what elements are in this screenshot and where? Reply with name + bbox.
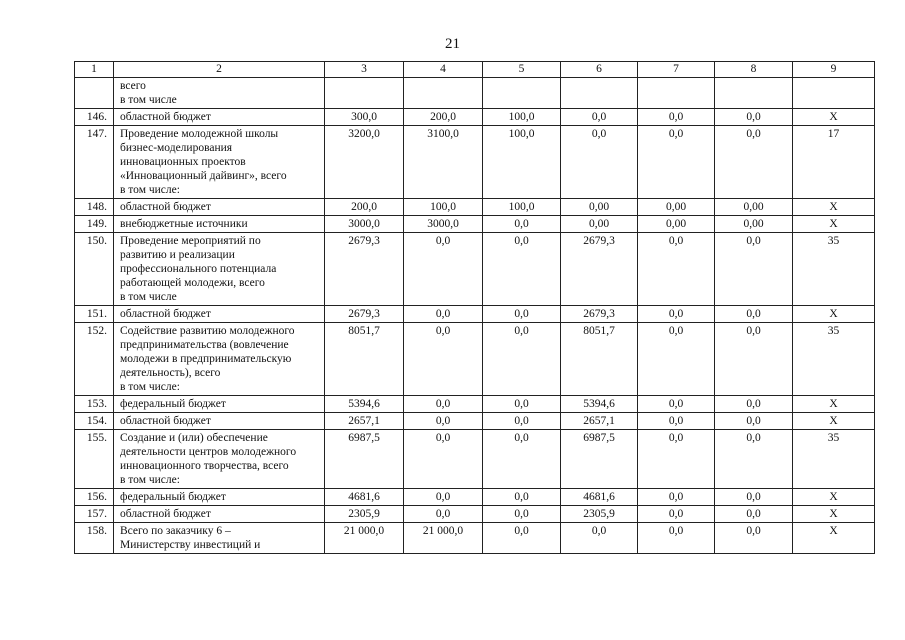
value-cell-col5 bbox=[483, 78, 561, 109]
description-line: областной бюджет bbox=[120, 508, 211, 520]
value-cell-col8: 0,0 bbox=[715, 413, 793, 430]
table-header-row bbox=[75, 62, 875, 78]
value-cell-col8: 0,0 bbox=[715, 430, 793, 489]
row-description-cell bbox=[114, 523, 325, 554]
row-number-cell: 150. bbox=[75, 233, 114, 306]
value-cell-col7: 0,0 bbox=[638, 233, 715, 306]
description-line: областной бюджет bbox=[120, 201, 211, 213]
value-cell-col5: 0,0 bbox=[483, 216, 561, 233]
description-line: инновационных проектов bbox=[120, 156, 246, 168]
value-cell-col6: 0,0 bbox=[561, 109, 638, 126]
value-cell-col7: 0,0 bbox=[638, 430, 715, 489]
value-cell-col8: 0,00 bbox=[715, 199, 793, 216]
row-description-cell bbox=[114, 430, 325, 489]
value-cell-col4: 0,0 bbox=[404, 396, 483, 413]
description-line: всего bbox=[120, 80, 146, 92]
description-line: инновационного творчества, всего bbox=[120, 460, 289, 472]
value-cell-col6: 0,0 bbox=[561, 523, 638, 554]
value-cell-col7: 0,0 bbox=[638, 506, 715, 523]
row-number-cell: 155. bbox=[75, 430, 114, 489]
budget-table bbox=[74, 61, 875, 554]
row-number-cell: 152. bbox=[75, 323, 114, 396]
row-description-cell bbox=[114, 306, 325, 323]
description-line: внебюджетные источники bbox=[120, 218, 248, 230]
value-cell-col5: 0,0 bbox=[483, 306, 561, 323]
header-cell: 7 bbox=[638, 62, 715, 78]
description-line: федеральный бюджет bbox=[120, 491, 226, 503]
description-line: профессионального потенциала bbox=[120, 263, 277, 275]
value-cell-col4: 0,0 bbox=[404, 306, 483, 323]
value-cell-col7: 0,0 bbox=[638, 523, 715, 554]
row-description-cell bbox=[114, 199, 325, 216]
header-cell: 5 bbox=[483, 62, 561, 78]
table-row bbox=[75, 430, 875, 489]
value-cell-col9: Х bbox=[793, 506, 875, 523]
value-cell-col6: 2679,3 bbox=[561, 233, 638, 306]
row-number-cell: 157. bbox=[75, 506, 114, 523]
row-description-cell bbox=[114, 78, 325, 109]
table-row bbox=[75, 78, 875, 109]
row-description-cell bbox=[114, 233, 325, 306]
value-cell-col9: Х bbox=[793, 523, 875, 554]
row-description-cell bbox=[114, 323, 325, 396]
value-cell-col5: 100,0 bbox=[483, 126, 561, 199]
description-line: в том числе bbox=[120, 94, 177, 106]
table-row bbox=[75, 109, 875, 126]
header-cell: 2 bbox=[114, 62, 325, 78]
value-cell-col6: 5394,6 bbox=[561, 396, 638, 413]
value-cell-col4: 0,0 bbox=[404, 506, 483, 523]
value-cell-col7: 0,0 bbox=[638, 396, 715, 413]
description-line: «Инновационный дайвинг», всего bbox=[120, 170, 287, 182]
row-description-cell bbox=[114, 489, 325, 506]
value-cell-col4: 3100,0 bbox=[404, 126, 483, 199]
value-cell-col5: 0,0 bbox=[483, 506, 561, 523]
row-description-cell bbox=[114, 506, 325, 523]
row-number-cell: 146. bbox=[75, 109, 114, 126]
description-line: молодежи в предпринимательскую bbox=[120, 353, 292, 365]
description-line: Проведение молодежной школы bbox=[120, 128, 279, 140]
value-cell-col7: 0,0 bbox=[638, 126, 715, 199]
description-line: развитию и реализации bbox=[120, 249, 235, 261]
value-cell-col8: 0,00 bbox=[715, 216, 793, 233]
value-cell-col5: 0,0 bbox=[483, 233, 561, 306]
description-line: деятельность), всего bbox=[120, 367, 221, 379]
description-line: областной бюджет bbox=[120, 415, 211, 427]
header-cell: 4 bbox=[404, 62, 483, 78]
value-cell-col6: 2657,1 bbox=[561, 413, 638, 430]
value-cell-col3: 200,0 bbox=[325, 199, 404, 216]
value-cell-col8: 0,0 bbox=[715, 396, 793, 413]
value-cell-col9: Х bbox=[793, 306, 875, 323]
table-row bbox=[75, 306, 875, 323]
value-cell-col8 bbox=[715, 78, 793, 109]
row-number-cell: 153. bbox=[75, 396, 114, 413]
table-row bbox=[75, 126, 875, 199]
value-cell-col5: 100,0 bbox=[483, 199, 561, 216]
value-cell-col5: 0,0 bbox=[483, 396, 561, 413]
value-cell-col3: 21 000,0 bbox=[325, 523, 404, 554]
row-number-cell bbox=[75, 78, 114, 109]
value-cell-col3: 4681,6 bbox=[325, 489, 404, 506]
value-cell-col9: 35 bbox=[793, 430, 875, 489]
value-cell-col6: 0,00 bbox=[561, 199, 638, 216]
value-cell-col9: 35 bbox=[793, 233, 875, 306]
header-cell: 8 bbox=[715, 62, 793, 78]
description-line: в том числе: bbox=[120, 474, 180, 486]
value-cell-col4 bbox=[404, 78, 483, 109]
description-line: бизнес-моделирования bbox=[120, 142, 233, 154]
value-cell-col8: 0,0 bbox=[715, 489, 793, 506]
value-cell-col8: 0,0 bbox=[715, 306, 793, 323]
row-number-cell: 156. bbox=[75, 489, 114, 506]
row-number-cell: 158. bbox=[75, 523, 114, 554]
value-cell-col4: 0,0 bbox=[404, 430, 483, 489]
row-description-cell bbox=[114, 126, 325, 199]
value-cell-col4: 100,0 bbox=[404, 199, 483, 216]
value-cell-col7: 0,0 bbox=[638, 306, 715, 323]
value-cell-col3: 2657,1 bbox=[325, 413, 404, 430]
header-cell: 6 bbox=[561, 62, 638, 78]
value-cell-col9: Х bbox=[793, 396, 875, 413]
value-cell-col9: Х bbox=[793, 489, 875, 506]
value-cell-col3: 8051,7 bbox=[325, 323, 404, 396]
value-cell-col4: 200,0 bbox=[404, 109, 483, 126]
value-cell-col4: 21 000,0 bbox=[404, 523, 483, 554]
table-row bbox=[75, 216, 875, 233]
description-line: в том числе: bbox=[120, 184, 180, 196]
value-cell-col6 bbox=[561, 78, 638, 109]
value-cell-col6: 6987,5 bbox=[561, 430, 638, 489]
table-row bbox=[75, 489, 875, 506]
row-number-cell: 147. bbox=[75, 126, 114, 199]
row-description-cell bbox=[114, 413, 325, 430]
row-number-cell: 148. bbox=[75, 199, 114, 216]
table-row bbox=[75, 506, 875, 523]
description-line: в том числе: bbox=[120, 381, 180, 393]
value-cell-col7 bbox=[638, 78, 715, 109]
value-cell-col6: 8051,7 bbox=[561, 323, 638, 396]
value-cell-col8: 0,0 bbox=[715, 523, 793, 554]
value-cell-col9: Х bbox=[793, 413, 875, 430]
value-cell-col3: 3000,0 bbox=[325, 216, 404, 233]
table-row bbox=[75, 233, 875, 306]
value-cell-col8: 0,0 bbox=[715, 109, 793, 126]
value-cell-col9: 17 bbox=[793, 126, 875, 199]
row-number-cell: 154. bbox=[75, 413, 114, 430]
value-cell-col6: 4681,6 bbox=[561, 489, 638, 506]
value-cell-col9: Х bbox=[793, 216, 875, 233]
value-cell-col5: 0,0 bbox=[483, 489, 561, 506]
value-cell-col6: 2305,9 bbox=[561, 506, 638, 523]
value-cell-col3 bbox=[325, 78, 404, 109]
table-row bbox=[75, 523, 875, 554]
description-line: предпринимательства (вовлечение bbox=[120, 339, 289, 351]
description-line: работающей молодежи, всего bbox=[120, 277, 265, 289]
row-description-cell bbox=[114, 396, 325, 413]
value-cell-col4: 0,0 bbox=[404, 233, 483, 306]
value-cell-col8: 0,0 bbox=[715, 323, 793, 396]
row-description-cell bbox=[114, 109, 325, 126]
value-cell-col6: 0,0 bbox=[561, 126, 638, 199]
description-line: Всего по заказчику 6 – bbox=[120, 525, 231, 537]
description-line: деятельности центров молодежного bbox=[120, 446, 297, 458]
value-cell-col7: 0,0 bbox=[638, 489, 715, 506]
table-row bbox=[75, 396, 875, 413]
value-cell-col9: 35 bbox=[793, 323, 875, 396]
description-line: Содействие развитию молодежного bbox=[120, 325, 295, 337]
description-line: областной бюджет bbox=[120, 308, 211, 320]
value-cell-col7: 0,0 bbox=[638, 323, 715, 396]
value-cell-col7: 0,00 bbox=[638, 216, 715, 233]
value-cell-col5: 0,0 bbox=[483, 323, 561, 396]
value-cell-col7: 0,00 bbox=[638, 199, 715, 216]
value-cell-col7: 0,0 bbox=[638, 109, 715, 126]
row-number-cell: 151. bbox=[75, 306, 114, 323]
table-row bbox=[75, 413, 875, 430]
value-cell-col5: 0,0 bbox=[483, 523, 561, 554]
value-cell-col5: 100,0 bbox=[483, 109, 561, 126]
table-row bbox=[75, 199, 875, 216]
value-cell-col8: 0,0 bbox=[715, 233, 793, 306]
row-number-cell: 149. bbox=[75, 216, 114, 233]
page-number: 21 bbox=[445, 36, 460, 52]
value-cell-col8: 0,0 bbox=[715, 126, 793, 199]
header-cell: 3 bbox=[325, 62, 404, 78]
value-cell-col3: 3200,0 bbox=[325, 126, 404, 199]
value-cell-col3: 6987,5 bbox=[325, 430, 404, 489]
value-cell-col4: 0,0 bbox=[404, 413, 483, 430]
description-line: Проведение мероприятий по bbox=[120, 235, 261, 247]
value-cell-col9 bbox=[793, 78, 875, 109]
value-cell-col9: Х bbox=[793, 199, 875, 216]
row-description-cell bbox=[114, 216, 325, 233]
description-line: в том числе bbox=[120, 291, 177, 303]
value-cell-col3: 2679,3 bbox=[325, 233, 404, 306]
value-cell-col3: 2679,3 bbox=[325, 306, 404, 323]
value-cell-col9: Х bbox=[793, 109, 875, 126]
table-row bbox=[75, 323, 875, 396]
value-cell-col8: 0,0 bbox=[715, 506, 793, 523]
description-line: Создание и (или) обеспечение bbox=[120, 432, 268, 444]
description-line: Министерству инвестиций и bbox=[120, 539, 261, 551]
value-cell-col4: 0,0 bbox=[404, 489, 483, 506]
value-cell-col4: 3000,0 bbox=[404, 216, 483, 233]
value-cell-col3: 5394,6 bbox=[325, 396, 404, 413]
description-line: федеральный бюджет bbox=[120, 398, 226, 410]
header-cell: 9 bbox=[793, 62, 875, 78]
header-cell: 1 bbox=[75, 62, 114, 78]
value-cell-col7: 0,0 bbox=[638, 413, 715, 430]
value-cell-col3: 2305,9 bbox=[325, 506, 404, 523]
value-cell-col3: 300,0 bbox=[325, 109, 404, 126]
value-cell-col4: 0,0 bbox=[404, 323, 483, 396]
table-body bbox=[75, 62, 875, 554]
description-line: областной бюджет bbox=[120, 111, 211, 123]
value-cell-col6: 2679,3 bbox=[561, 306, 638, 323]
value-cell-col6: 0,00 bbox=[561, 216, 638, 233]
value-cell-col5: 0,0 bbox=[483, 430, 561, 489]
value-cell-col5: 0,0 bbox=[483, 413, 561, 430]
